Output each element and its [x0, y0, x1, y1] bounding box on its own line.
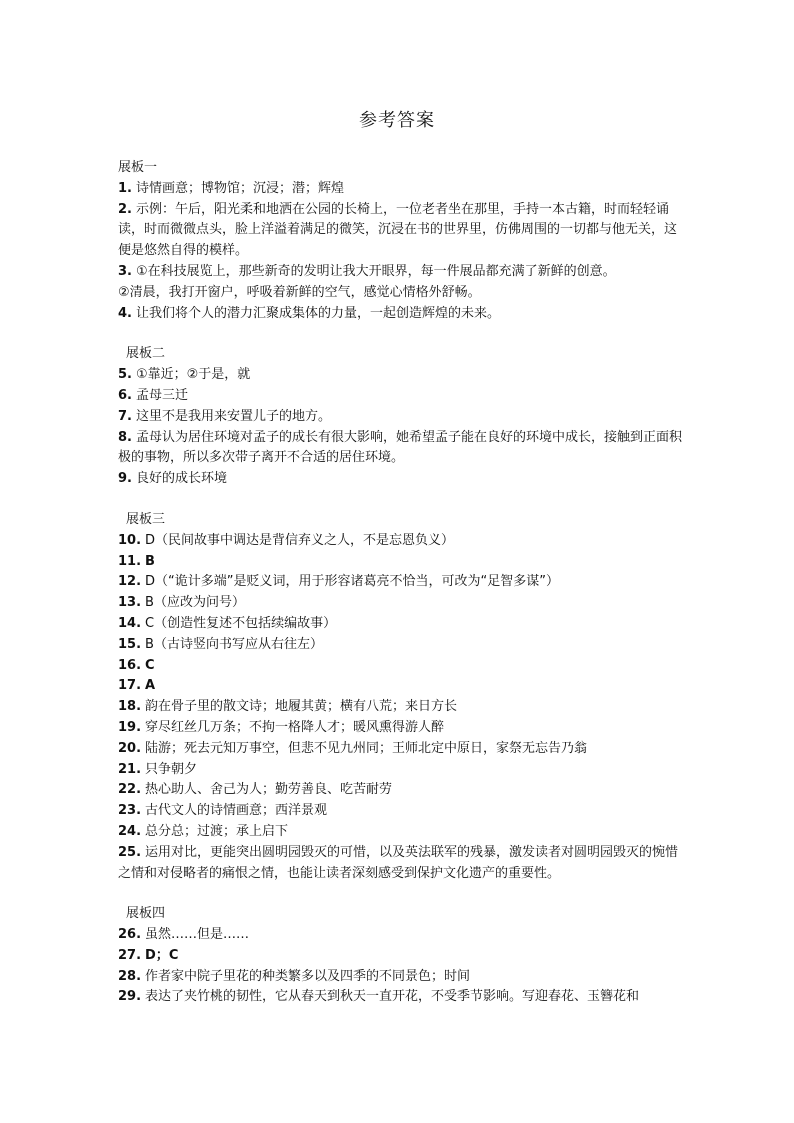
answer-item: 27. D；C: [118, 947, 179, 963]
answer-item: 6. 孟母三迁: [118, 387, 188, 403]
answer-item: 5. ①靠近；②于是，就: [118, 367, 251, 383]
answer-item: 28. 作者家中院子里花的种类繁多以及四季的不同景色；时间: [118, 968, 471, 984]
section-heading-4: 展板四: [126, 906, 166, 922]
answer-item: 1. 诗情画意；博物馆；沉浸；潜；辉煌: [118, 180, 344, 196]
answer-item: 7. 这里不是我用来安置儿子的地方。: [118, 408, 331, 424]
answer-item: 15. B（古诗竖向书写应从右往左）: [118, 636, 323, 652]
answer-item: 4. 让我们将个人的潜力汇聚成集体的力量，一起创造辉煌的未来。: [118, 305, 500, 321]
answer-item: ②清晨，我打开窗户，呼吸着新鲜的空气，感觉心情格外舒畅。: [118, 284, 481, 300]
answer-item: 19. 穿尽红丝几万条；不拘一格降人才；暖风熏得游人醉: [118, 719, 445, 735]
answer-item: 13. B（应改为问号）: [118, 595, 245, 611]
section-heading-2: 展板二: [126, 346, 166, 362]
section-heading-1: 展板一: [118, 160, 158, 175]
answer-item: 22. 热心助人、舍己为人；勤劳善良、吃苦耐劳: [118, 782, 393, 798]
page-title: 参考答案: [359, 110, 435, 131]
answer-item: 24. 总分总；过渡；承上启下: [118, 823, 289, 839]
answer-item: 29. 表达了夹竹桃的韧性，它从春天到秋天一直开花，不受季节影响。写迎春花、玉簪花和: [118, 989, 640, 1005]
answer-item: 18. 韵在骨子里的散文诗；地履其黄；横有八荒；来日方长: [118, 699, 458, 715]
answer-item: 25. 运用对比，更能突出圆明园毁灭的可惜，以及英法联军的残暴，激发读者对圆明园毁灭的惋惜之情和对侵略者的痛恨之情，也能让读者深刻感受到保护文化遗产的重要性。: [118, 844, 679, 881]
answer-item: 16. C: [118, 657, 155, 673]
answer-item: 23. 古代文人的诗情画意；西洋景观: [118, 803, 328, 819]
answer-item: 11. B: [118, 553, 155, 569]
answer-item: 17. A: [118, 678, 156, 694]
answer-item: 2. 示例：午后，阳光柔和地洒在公园的长椅上，一位老者坐在那里，手持一本古籍，时而轻轻诵读，时而微微点头，脸上洋溢着满足的微笑，沉浸在书的世界里，仿佛周围的一切都与他无关，这便是悠然自得的模样。: [118, 201, 678, 259]
answer-item: 20. 陆游；死去元知万事空，但悲不见九州同；王师北定中原日，家祭无忘告乃翁: [118, 740, 588, 756]
answer-item: 3. ①在科技展览上，那些新奇的发明让我大开眼界，每一件展品都充满了新鲜的创意。: [118, 263, 616, 279]
answer-item: 14. C（创造性复述不包括续编故事）: [118, 615, 337, 631]
answer-item: 12. D（“诡计多端”是贬义词，用于形容诸葛亮不恰当，可改为“足智多谋”）: [118, 574, 559, 590]
answer-item: 9. 良好的成长环境: [118, 471, 227, 487]
answer-item: 26. 虽然……但是……: [118, 927, 250, 943]
answer-content: [118, 158, 684, 1008]
answer-item: 8. 孟母认为居住环境对孟子的成长有很大影响，她希望孟子能在良好的环境中成长，接触到正面积极的事物，所以多次带子离开不合适的居住环境。: [118, 429, 682, 466]
answer-item: 10. D（民间故事中调达是背信弃义之人，不是忘恩负义）: [118, 532, 455, 548]
section-heading-3: 展板三: [126, 511, 166, 527]
answer-item: 21. 只争朝夕: [118, 761, 198, 777]
